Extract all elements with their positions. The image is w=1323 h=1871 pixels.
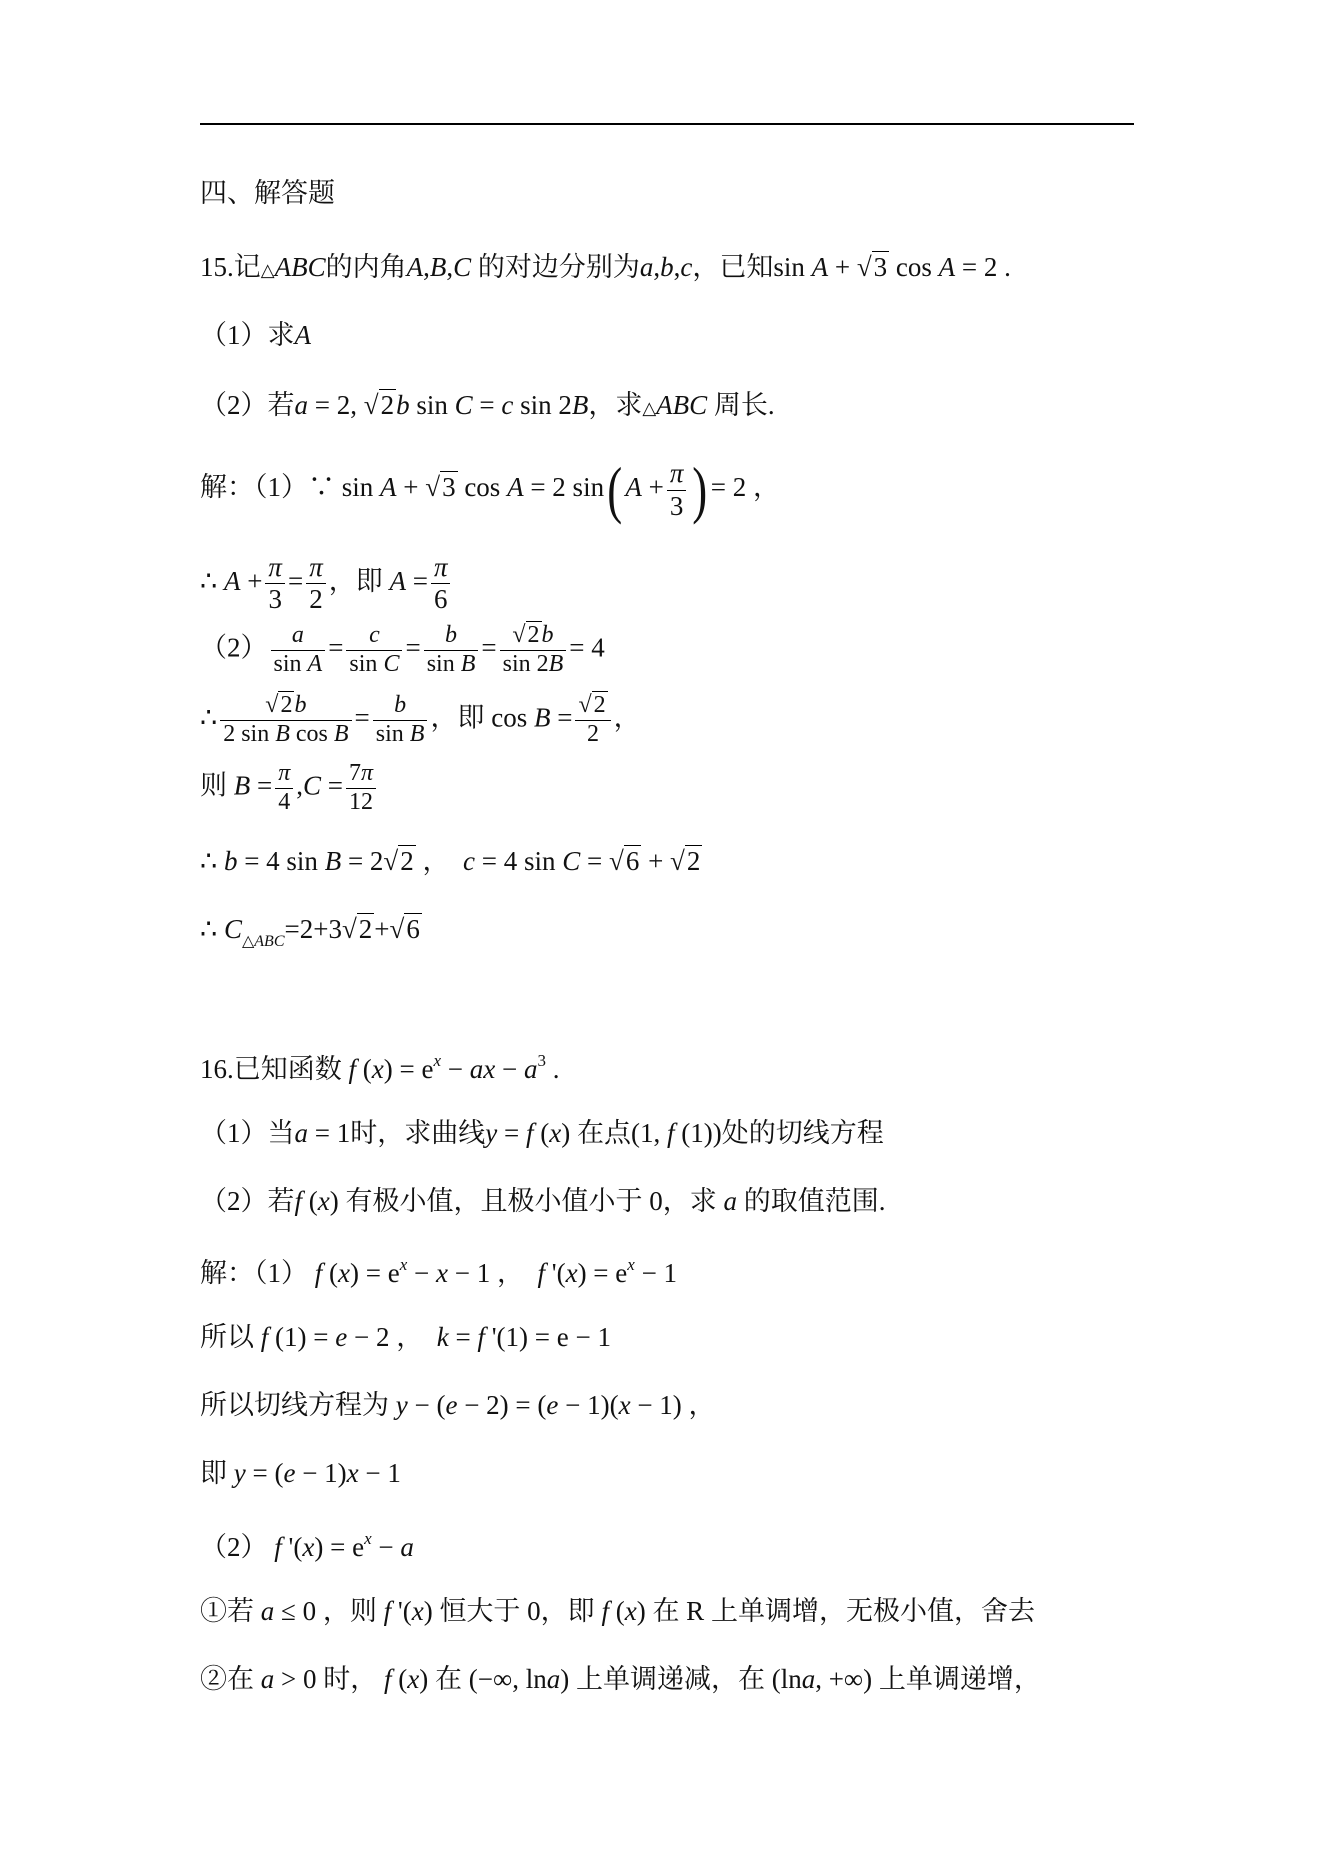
q15-part2: （2）若a = 2, √2b sin C = c sin 2B，求△ABC 周长.: [200, 390, 775, 420]
section-title: [200, 180, 335, 207]
q15-part1: （1）求A: [200, 320, 311, 350]
q16-sol1: 解：（1） f $(x) = e^x - x - 1$ ， f '$(x) = e^x - 1$: [200, 1255, 678, 1288]
q16-sol2-case2: ②在 a > 0 时， f (x) 在 (−∞, lna) 上单调递减，在 (lna, +∞) 上单调递增，: [200, 1664, 1041, 1694]
q15-sol1: 解：（1）∵ sin A + √3 cos A = 2 sin( A + $\frac{\pi}{3}$ ) = 2 ，: [200, 454, 780, 525]
q16-sol1-values: 所以 f (1) = e − 2 ， k = f '(1) = e − 1: [200, 1322, 611, 1352]
header-rule: [200, 123, 1134, 125]
q16-sol1-tangent: 所以切线方程为 y − (e − 2) = (e − 1)(x − 1) ，: [200, 1390, 716, 1420]
q15-sol2-sides: ∴ b = 4 sin B = 2√2 ， c = 4 sin C = √6 + √2: [200, 846, 701, 876]
q16-sol2-case1: ①若 a ≤ 0 ，则 f '(x) 恒大于 0，即 f (x) 在 R 上单调增，无极小值，舍去: [200, 1596, 1035, 1626]
q16-stem: 16.已知函数 f $(x) = e^x$ − ax − $a^3$ .: [200, 1051, 560, 1084]
q15-sol1-result: ∴ A + $\frac{\pi}{3}$ = $\frac{\pi}{2}$ ，即 A = $\frac{\pi}{6}$: [200, 552, 453, 615]
q15-stem: 15.记△ABC的内角A,B,C 的对边分别为a,b,c，已知sin A + √3 cos A = 2 .: [200, 252, 1011, 282]
q15-sol2-BC: 则 B = $\frac{\pi}{4}$ ,C = $\frac{7\pi}{12}$: [200, 760, 379, 816]
q16-sol1-result: 即 y = (e − 1)x − 1: [200, 1458, 401, 1488]
q15-sol2-perimeter: ∴ $C_{\triangle ABC}=2+3√2+√6$: [200, 914, 420, 950]
q16-part2: （2）若f (x) 有极小值，且极小值小于 0，求 a 的取值范围.: [200, 1186, 886, 1216]
section-title-text: 四、解答题: [200, 178, 335, 208]
q15-sol2-ratio: （2） $\frac{a}{\text{sin A}}$ = $\frac{c}{\text{sin C}}$ = $\frac{b}{\text{sin B}}$ = $\frac{√2b}{\sin 2B}$ = 4: [200, 622, 605, 677]
q16-part1: （1）当a = 1时，求曲线y = f (x) 在点(1, f (1))处的切线方程: [200, 1118, 884, 1148]
q15-sol2-cosB: ∴ $\frac{√2b}{\text{2 sin B cos B}}$ = $\frac{b}{\text{sin B}}$ ，即 cos B = $\frac{√2}{2}$ ，: [200, 692, 641, 747]
q16-sol2: （2） f '$(x) = e^x - a$: [200, 1529, 414, 1562]
